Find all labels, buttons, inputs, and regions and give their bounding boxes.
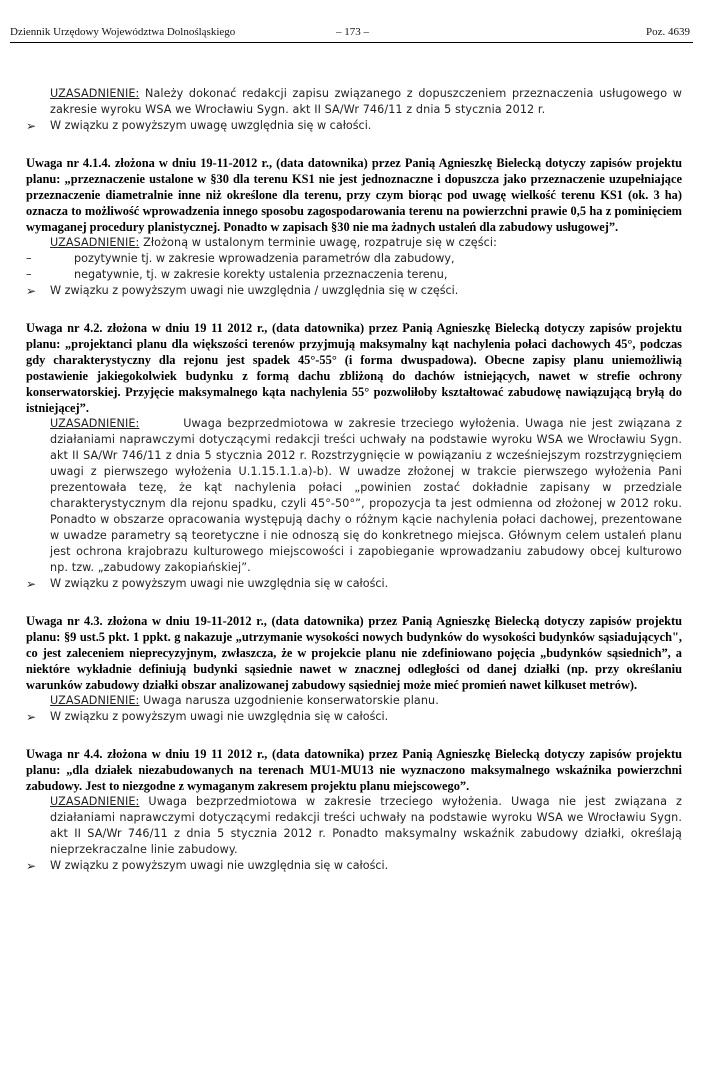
remark-section <box>26 613 682 725</box>
conclusion-item <box>26 118 682 134</box>
position-number: Poz. 4639 <box>646 26 690 38</box>
remark-section <box>26 155 682 299</box>
remark-section <box>26 86 686 134</box>
justification-label: UZASADNIENIE: <box>50 417 140 430</box>
dash-bullet-icon: – <box>26 252 32 265</box>
dash-list-text: negatywnie, tj. w zakresie korekty ustalenia przeznaczenia terenu, <box>74 268 448 281</box>
dash-bullet-icon: – <box>26 268 32 281</box>
conclusion-item <box>26 858 682 874</box>
remark-heading: Uwaga nr 4.3. złożona w dniu 19-11-2012 r., (data datownika) przez Panią Agnieszkę Bielecką dotyczy zapisów projektu planu: §9 ust.5 pkt. 1 ppkt. g nakazuje „utrzymanie wysokości nowych budynków do wysokości budynków sąsiadujących", co jest zaleceniem nieprecyzyjnym, zwłaszcza, że w projekcie planu nie zdefiniowano pojęcia „budynków sąsiednich”, a niektóre wykładnie definiują budynki sąsiednie nawet w znacznej odległości od danej działki (np. przy określaniu warunków zabudowy działki obszar analizowanej zabudowy sąsiedniej może mieć promień nawet kilkuset metrów). <box>26 614 682 692</box>
header-divider <box>10 42 693 43</box>
conclusion-text: W związku z powyższym uwagi nie uwzględnia się w całości. <box>50 859 389 872</box>
remark-section <box>26 320 686 592</box>
justification-paragraph <box>50 693 682 709</box>
justification-label: UZASADNIENIE: <box>50 87 140 100</box>
journal-title: Dziennik Urzędowy Województwa Dolnośląskiego <box>10 26 236 38</box>
justification-label: UZASADNIENIE: <box>50 236 140 249</box>
conclusion-text: W związku z powyższym uwagi nie uwzględnia się w całości. <box>50 577 389 590</box>
page-number: – 173 – <box>336 26 369 38</box>
remark-section <box>26 746 686 874</box>
justification-paragraph <box>50 416 686 576</box>
arrowhead-bullet-icon: ➢ <box>26 119 37 133</box>
conclusion-text: W związku z powyższym uwagę uwzględnia się w całości. <box>50 119 372 132</box>
document-body <box>26 86 686 874</box>
arrowhead-bullet-icon: ➢ <box>26 710 37 724</box>
arrowhead-bullet-icon: ➢ <box>26 859 37 873</box>
remark-heading: Uwaga nr 4.1.4. złożona w dniu 19-11-2012 r., (data datownika) przez Panią Agnieszkę Bielecką dotyczy zapisów projektu planu: „przeznaczenie ustalone w §30 dla terenu KS1 nie jest jednoznaczne i dopuszcza jako przeznaczenie uzupełniające przeznaczenie diametralnie inne niż określone dla terenu, przy czym biorąc pod uwagę wielkość terenu KS1 (ok. 3 ha) oznacza to możliwość wprowadzenia innego sposobu zagospodarowania terenu na powierzchni prawie 0,5 ha z pominięciem wymaganej procedury planistycznej. Ponadto w zapisach §30 nie ma żadnych ustaleń dla zabudowy usługowej”. <box>26 156 682 234</box>
conclusion-text: W związku z powyższym uwagi nie uwzględnia się w całości. <box>50 710 389 723</box>
section-spacer <box>26 299 682 320</box>
justification-paragraph <box>50 235 682 251</box>
section-spacer <box>26 134 682 155</box>
justification-text: Należy dokonać redakcji zapisu związanego z dopuszczeniem przeznaczenia usługowego w zakresie wyroku WSA we Wrocławiu Sygn. akt II SA/Wr 746/11 z dnia 5 stycznia 2012 r. <box>50 87 686 116</box>
remark-heading: Uwaga nr 4.2. złożona w dniu 19 11 2012 r., (data datownika) przez Panią Agnieszkę Bielecką dotyczy zapisów projektu planu: „projektanci planu dla większości terenów przyjmują maksymalny kąt nachylenia połaci dachowych 45°, podczas gdy charakterystyczny dla rejonu jest spadek 45°-55° (i forma dwuspadowa). Obecne zapisy planu uniemożliwią postawienie jakiegokolwiek budynku z formą dachu zbliżoną do dachów istniejących, nawet w strefie ochrony konserwatorskiej. Przyjęcie maksymalnego kąta nachylenia 55° pozwoliłoby kształtować zabudowę nawiązującą bryłą do istniejącej”. <box>26 321 682 415</box>
conclusion-item <box>26 709 682 725</box>
arrowhead-bullet-icon: ➢ <box>26 577 37 591</box>
conclusion-text: W związku z powyższym uwagi nie uwzględnia / uwzględnia się w części. <box>50 284 459 297</box>
justification-text: Uwaga bezprzedmiotowa w zakresie trzeciego wyłożenia. Uwaga nie jest związana z działaniami naprawczymi dotyczącymi redakcji treści uchwały na podstawie wyroku WSA we Wrocławiu Sygn. akt II SA/Wr 746/11 z dnia 5 stycznia 2012 r. Rozstrzygnięcie w powiązaniu z wcześniejszym rozstrzygnięciem uwagi z pierwszego wyłożenia U.1.15.1.1.a)-b). W uwadze złożonej w trakcie pierwszego wyłożenia Pani prezentowała tezę, że kąt nachylenia połaci „powinien zostać dokładnie zapisany w przedziale charakterystycznym dla rejonu spadku, czyli 45°-50°”, propozycja ta jest odmienna od złożonej w 2012 roku. Ponadto w obszarze opracowania występują dachy o różnym kącie nachylenia połaci dachowej, prezentowane w uwadze parametry są teoretyczne i nie odnoszą się do konkretnego miejsca. Głównym celem ustaleń planu jest ochrona krajobrazu kulturowego miejscowości i zapobieganie wprowadzaniu zabudowy obcej kulturowo np. tzw. „zabudowy zakopiańskiej”. <box>50 417 686 574</box>
conclusion-item <box>26 576 682 592</box>
arrowhead-bullet-icon: ➢ <box>26 284 37 298</box>
section-spacer <box>26 592 682 613</box>
dash-list-text: pozytywnie tj. w zakresie wprowadzenia parametrów dla zabudowy, <box>74 252 455 265</box>
justification-label: UZASADNIENIE: <box>50 795 140 808</box>
conclusion-item <box>26 283 682 299</box>
page-header <box>10 26 690 42</box>
justification-text: Złożoną w ustalonym terminie uwagę, rozpatruje się w części: <box>139 236 497 249</box>
justification-label: UZASADNIENIE: <box>50 694 140 707</box>
justification-text: Uwaga bezprzedmiotowa w zakresie trzeciego wyłożenia. Uwaga nie jest związana z działaniami naprawczymi dotyczącymi redakcji treści uchwały na podstawie wyroku WSA we Wrocławiu Sygn. akt II SA/Wr 746/11 z dnia 5 stycznia 2012 r. Ponadto maksymalny wskaźnik zabudowy działki, określają nieprzekraczalne linie zabudowy. <box>50 795 686 856</box>
justification-paragraph <box>50 794 686 858</box>
dash-list-item <box>26 251 682 267</box>
remark-heading: Uwaga nr 4.4. złożona w dniu 19 11 2012 r., (data datownika) przez Panią Agnieszkę Bielecką dotyczy zapisów projektu planu: „dla działek niezabudowanych na terenach MU1-MU13 nie wyznaczono maksymalnego wskaźnika powierzchni zabudowy. Jest to niezgodne z wymaganym zakresem projektu planu miejscowego”. <box>26 747 682 793</box>
justification-text: Uwaga narusza uzgodnienie konserwatorskie planu. <box>139 694 439 707</box>
section-spacer <box>26 725 682 746</box>
dash-list-item <box>26 267 682 283</box>
justification-paragraph <box>50 86 686 118</box>
